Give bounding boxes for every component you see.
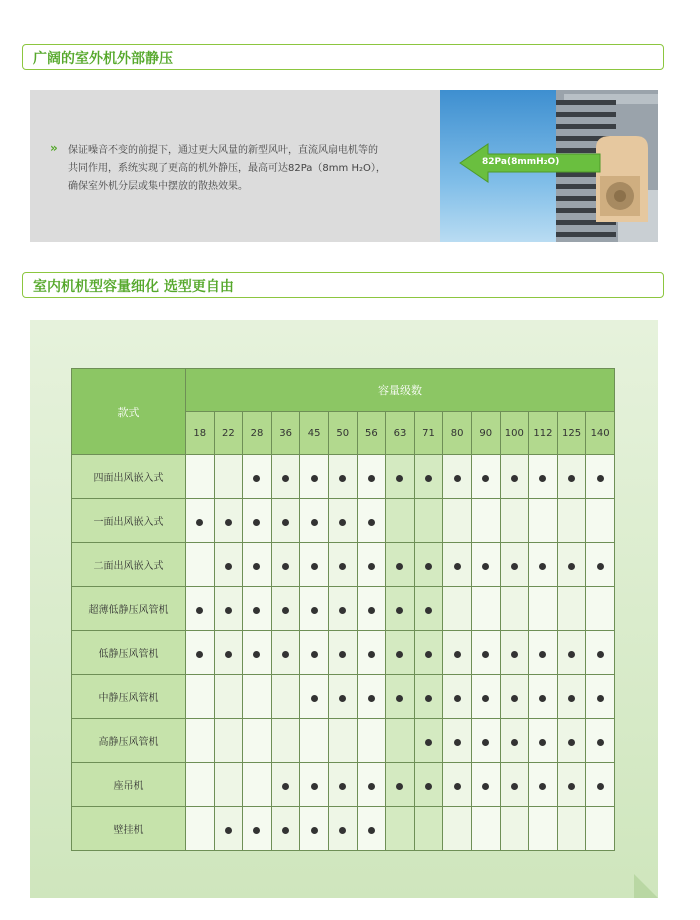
capacity-cell	[214, 719, 243, 763]
capacity-cell	[243, 631, 272, 675]
availability-dot-icon	[368, 607, 375, 614]
capacity-cell	[357, 543, 386, 587]
capacity-cell	[271, 675, 300, 719]
capacity-cell	[357, 587, 386, 631]
capacity-cell	[586, 499, 615, 543]
capacity-cell	[271, 543, 300, 587]
capacity-cell	[443, 543, 472, 587]
page-corner-fold	[634, 874, 658, 898]
capacity-cell	[471, 455, 500, 499]
availability-dot-icon	[253, 827, 260, 834]
availability-dot-icon	[282, 519, 289, 526]
availability-dot-icon	[282, 651, 289, 658]
capacity-cell	[414, 675, 443, 719]
capacity-cell	[414, 763, 443, 807]
capacity-label: 63	[386, 412, 415, 455]
capacity-cell	[214, 499, 243, 543]
capacity-label: 80	[443, 412, 472, 455]
availability-dot-icon	[597, 739, 604, 746]
capacity-cell	[500, 587, 529, 631]
availability-dot-icon	[425, 695, 432, 702]
capacity-cell	[214, 763, 243, 807]
table-row	[72, 543, 615, 587]
section-header-static-pressure	[22, 44, 664, 70]
model-label: 中静压风管机	[72, 675, 186, 719]
availability-dot-icon	[282, 827, 289, 834]
availability-dot-icon	[225, 563, 232, 570]
static-pressure-arrow-label: 82Pa(8mmH₂O)	[482, 157, 560, 167]
capacity-cell	[300, 455, 329, 499]
capacity-cell	[386, 631, 415, 675]
capacity-cell	[271, 719, 300, 763]
availability-dot-icon	[282, 783, 289, 790]
table-row	[72, 675, 615, 719]
capacity-cell	[386, 499, 415, 543]
capacity-cell	[443, 763, 472, 807]
capacity-cell	[214, 543, 243, 587]
capacity-cell	[443, 499, 472, 543]
capacity-cell	[328, 543, 357, 587]
availability-dot-icon	[568, 651, 575, 658]
availability-dot-icon	[482, 783, 489, 790]
availability-dot-icon	[225, 607, 232, 614]
capacity-cell	[414, 587, 443, 631]
capacity-cell	[300, 631, 329, 675]
capacity-label: 140	[586, 412, 615, 455]
capacity-cell	[500, 455, 529, 499]
availability-dot-icon	[253, 563, 260, 570]
capacity-cell	[243, 763, 272, 807]
availability-dot-icon	[454, 695, 461, 702]
capacity-cell	[500, 763, 529, 807]
capacity-cell	[243, 455, 272, 499]
capacity-cell	[357, 631, 386, 675]
table-row	[72, 499, 615, 543]
capacity-cell	[471, 807, 500, 851]
capacity-cell	[386, 807, 415, 851]
availability-dot-icon	[511, 651, 518, 658]
indoor-unit-panel	[30, 320, 658, 898]
capacity-cell	[529, 631, 558, 675]
availability-dot-icon	[339, 651, 346, 658]
table-row	[72, 587, 615, 631]
availability-dot-icon	[568, 695, 575, 702]
capacity-cell	[557, 631, 586, 675]
description-line: 共同作用，系统实现了更高的机外静压，最高可达82Pa（8mm H₂O），	[68, 163, 386, 174]
capacity-cell	[300, 587, 329, 631]
capacity-label: 125	[557, 412, 586, 455]
model-label: 二面出风嵌入式	[72, 543, 186, 587]
capacity-cell	[357, 719, 386, 763]
capacity-cell	[471, 763, 500, 807]
capacity-cell	[557, 807, 586, 851]
availability-dot-icon	[511, 475, 518, 482]
availability-dot-icon	[568, 563, 575, 570]
capacity-cell	[328, 587, 357, 631]
capacity-label: 112	[529, 412, 558, 455]
availability-dot-icon	[368, 475, 375, 482]
capacity-cell	[500, 499, 529, 543]
capacity-cell	[529, 587, 558, 631]
availability-dot-icon	[368, 827, 375, 834]
capacity-cell	[300, 675, 329, 719]
capacity-cell	[186, 587, 215, 631]
capacity-cell	[500, 543, 529, 587]
model-label: 一面出风嵌入式	[72, 499, 186, 543]
table-row	[72, 455, 615, 499]
capacity-cell	[443, 631, 472, 675]
capacity-cell	[471, 719, 500, 763]
capacity-cell	[557, 543, 586, 587]
availability-dot-icon	[425, 607, 432, 614]
availability-dot-icon	[539, 475, 546, 482]
availability-dot-icon	[311, 783, 318, 790]
capacity-cell	[557, 455, 586, 499]
availability-dot-icon	[253, 651, 260, 658]
capacity-cell	[471, 631, 500, 675]
capacity-cell	[471, 587, 500, 631]
capacity-cell	[214, 631, 243, 675]
availability-dot-icon	[539, 783, 546, 790]
capacity-cell	[243, 543, 272, 587]
capacity-cell	[414, 543, 443, 587]
capacity-label: 71	[414, 412, 443, 455]
capacity-cell	[214, 807, 243, 851]
availability-dot-icon	[539, 651, 546, 658]
availability-dot-icon	[568, 739, 575, 746]
section-title: 室内机机型容量细化 选型更自由	[33, 279, 234, 295]
availability-dot-icon	[396, 563, 403, 570]
availability-dot-icon	[597, 695, 604, 702]
capacity-cell	[529, 807, 558, 851]
capacity-cell	[214, 675, 243, 719]
availability-dot-icon	[311, 519, 318, 526]
availability-dot-icon	[597, 783, 604, 790]
availability-dot-icon	[368, 519, 375, 526]
section-header-indoor-units	[22, 272, 664, 298]
availability-dot-icon	[368, 563, 375, 570]
capacity-cell	[586, 587, 615, 631]
table-row	[72, 631, 615, 675]
capacity-label: 45	[300, 412, 329, 455]
capacity-cell	[586, 631, 615, 675]
availability-dot-icon	[339, 475, 346, 482]
capacity-cell	[328, 719, 357, 763]
availability-dot-icon	[482, 739, 489, 746]
availability-dot-icon	[311, 695, 318, 702]
availability-dot-icon	[482, 651, 489, 658]
capacity-cell	[300, 807, 329, 851]
availability-dot-icon	[539, 695, 546, 702]
availability-dot-icon	[454, 651, 461, 658]
capacity-label: 36	[271, 412, 300, 455]
availability-dot-icon	[396, 651, 403, 658]
outdoor-unit-photo	[440, 90, 658, 242]
availability-dot-icon	[368, 695, 375, 702]
capacity-cell	[386, 587, 415, 631]
capacity-cell	[300, 499, 329, 543]
availability-dot-icon	[511, 783, 518, 790]
capacity-cell	[328, 807, 357, 851]
availability-dot-icon	[396, 607, 403, 614]
capacity-cell	[357, 763, 386, 807]
capacity-cell	[186, 631, 215, 675]
static-pressure-panel	[30, 90, 658, 242]
availability-dot-icon	[568, 475, 575, 482]
capacity-cell	[328, 763, 357, 807]
table-row	[72, 807, 615, 851]
capacity-cell	[243, 587, 272, 631]
availability-dot-icon	[282, 607, 289, 614]
model-label: 高静压风管机	[72, 719, 186, 763]
capacity-cell	[300, 543, 329, 587]
capacity-cell	[471, 499, 500, 543]
capacity-cell	[529, 543, 558, 587]
description-line: 确保室外机分层或集中摆放的散热效果。	[68, 181, 248, 192]
availability-dot-icon	[511, 695, 518, 702]
availability-dot-icon	[425, 783, 432, 790]
availability-dot-icon	[311, 827, 318, 834]
capacity-label: 100	[500, 412, 529, 455]
capacity-cell	[271, 807, 300, 851]
availability-dot-icon	[253, 475, 260, 482]
availability-dot-icon	[196, 651, 203, 658]
capacity-cell	[529, 499, 558, 543]
capacity-cell	[386, 719, 415, 763]
availability-dot-icon	[425, 475, 432, 482]
model-label: 壁挂机	[72, 807, 186, 851]
availability-dot-icon	[225, 827, 232, 834]
availability-dot-icon	[597, 651, 604, 658]
model-label: 低静压风管机	[72, 631, 186, 675]
capacity-cell	[557, 499, 586, 543]
capacity-cell	[586, 807, 615, 851]
model-label: 四面出风嵌入式	[72, 455, 186, 499]
capacity-cell	[586, 763, 615, 807]
capacity-cell	[357, 807, 386, 851]
capacity-cell	[186, 763, 215, 807]
capacity-label: 18	[186, 412, 215, 455]
availability-dot-icon	[482, 475, 489, 482]
capacity-cell	[557, 719, 586, 763]
capacity-cell	[414, 631, 443, 675]
capacity-cell	[186, 719, 215, 763]
capacity-cell	[186, 543, 215, 587]
availability-dot-icon	[311, 563, 318, 570]
model-column-header: 款式	[72, 369, 186, 455]
capacity-cell	[328, 631, 357, 675]
availability-dot-icon	[225, 651, 232, 658]
capacity-cell	[186, 455, 215, 499]
capacity-table	[71, 368, 615, 851]
static-pressure-description	[52, 142, 452, 196]
capacity-cell	[529, 455, 558, 499]
availability-dot-icon	[482, 695, 489, 702]
availability-dot-icon	[396, 695, 403, 702]
table-row	[72, 719, 615, 763]
capacity-cell	[186, 499, 215, 543]
availability-dot-icon	[282, 563, 289, 570]
capacity-cell	[300, 719, 329, 763]
capacity-cell	[557, 675, 586, 719]
availability-dot-icon	[539, 739, 546, 746]
capacity-cell	[271, 499, 300, 543]
capacity-cell	[557, 763, 586, 807]
capacity-label: 56	[357, 412, 386, 455]
availability-dot-icon	[339, 695, 346, 702]
capacity-label: 22	[214, 412, 243, 455]
capacity-cell	[586, 675, 615, 719]
capacity-cell	[443, 587, 472, 631]
capacity-cell	[243, 675, 272, 719]
capacity-cell	[328, 455, 357, 499]
capacity-cell	[586, 455, 615, 499]
capacity-cell	[500, 807, 529, 851]
capacity-cell	[186, 675, 215, 719]
capacity-cell	[386, 675, 415, 719]
capacity-cell	[386, 455, 415, 499]
section-title: 广阔的室外机外部静压	[33, 51, 173, 67]
availability-dot-icon	[339, 519, 346, 526]
capacity-label: 90	[471, 412, 500, 455]
capacity-cell	[271, 631, 300, 675]
capacity-cell	[529, 719, 558, 763]
availability-dot-icon	[454, 783, 461, 790]
availability-dot-icon	[425, 563, 432, 570]
availability-dot-icon	[311, 651, 318, 658]
availability-dot-icon	[539, 563, 546, 570]
availability-dot-icon	[196, 607, 203, 614]
capacity-cell	[586, 543, 615, 587]
availability-dot-icon	[597, 563, 604, 570]
capacity-cell	[443, 455, 472, 499]
availability-dot-icon	[482, 563, 489, 570]
availability-dot-icon	[511, 563, 518, 570]
capacity-cell	[243, 807, 272, 851]
availability-dot-icon	[311, 607, 318, 614]
capacity-cell	[471, 543, 500, 587]
description-line: 保证噪音不变的前提下，通过更大风量的新型风叶，直流风扇电机等的	[68, 145, 378, 156]
availability-dot-icon	[425, 651, 432, 658]
capacity-cell	[243, 499, 272, 543]
availability-dot-icon	[253, 607, 260, 614]
capacity-cell	[443, 719, 472, 763]
capacity-label: 50	[328, 412, 357, 455]
availability-dot-icon	[339, 563, 346, 570]
capacity-cell	[328, 675, 357, 719]
capacity-label: 28	[243, 412, 272, 455]
availability-dot-icon	[454, 739, 461, 746]
capacity-cell	[271, 763, 300, 807]
availability-dot-icon	[368, 651, 375, 658]
availability-dot-icon	[597, 475, 604, 482]
availability-dot-icon	[339, 783, 346, 790]
availability-dot-icon	[511, 739, 518, 746]
availability-dot-icon	[568, 783, 575, 790]
capacity-cell	[300, 763, 329, 807]
capacity-cell	[271, 587, 300, 631]
capacity-cell	[500, 631, 529, 675]
capacity-cell	[357, 455, 386, 499]
capacity-cell	[357, 675, 386, 719]
availability-dot-icon	[368, 783, 375, 790]
availability-dot-icon	[396, 783, 403, 790]
table-row	[72, 763, 615, 807]
availability-dot-icon	[253, 519, 260, 526]
availability-dot-icon	[311, 475, 318, 482]
availability-dot-icon	[339, 827, 346, 834]
capacity-cell	[328, 499, 357, 543]
availability-dot-icon	[225, 519, 232, 526]
capacity-cell	[414, 719, 443, 763]
capacity-column-header: 容量级数	[186, 369, 615, 412]
capacity-cell	[443, 675, 472, 719]
availability-dot-icon	[454, 475, 461, 482]
capacity-cell	[214, 455, 243, 499]
availability-dot-icon	[282, 475, 289, 482]
capacity-cell	[500, 719, 529, 763]
capacity-cell	[557, 587, 586, 631]
capacity-cell	[186, 807, 215, 851]
model-label: 超薄低静压风管机	[72, 587, 186, 631]
capacity-cell	[214, 587, 243, 631]
double-chevron-icon: »	[50, 141, 58, 155]
model-label: 座吊机	[72, 763, 186, 807]
availability-dot-icon	[425, 739, 432, 746]
capacity-cell	[414, 455, 443, 499]
capacity-cell	[529, 675, 558, 719]
capacity-cell	[529, 763, 558, 807]
capacity-cell	[414, 499, 443, 543]
availability-dot-icon	[454, 563, 461, 570]
availability-dot-icon	[339, 607, 346, 614]
availability-dot-icon	[196, 519, 203, 526]
capacity-cell	[586, 719, 615, 763]
capacity-cell	[500, 675, 529, 719]
capacity-cell	[243, 719, 272, 763]
capacity-cell	[414, 807, 443, 851]
capacity-cell	[271, 455, 300, 499]
capacity-cell	[471, 675, 500, 719]
capacity-cell	[386, 543, 415, 587]
capacity-cell	[386, 763, 415, 807]
capacity-cell	[357, 499, 386, 543]
availability-dot-icon	[396, 475, 403, 482]
capacity-cell	[443, 807, 472, 851]
